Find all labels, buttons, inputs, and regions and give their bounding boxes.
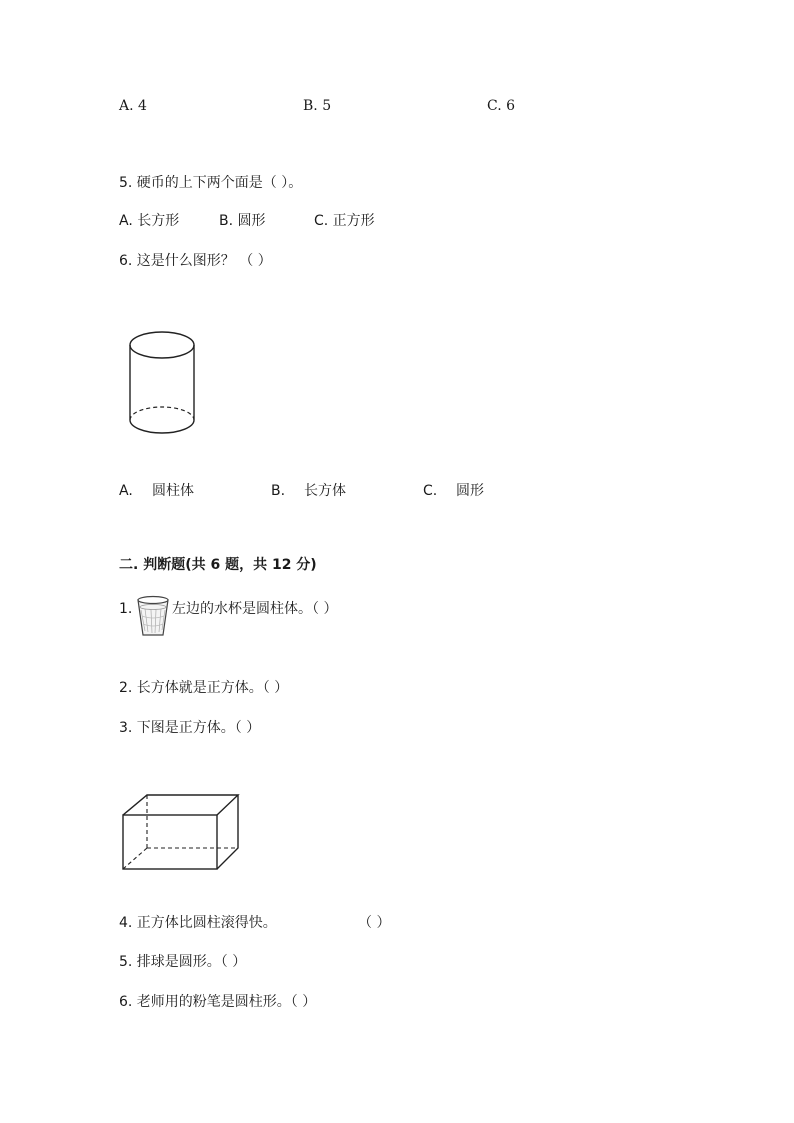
judge-item-5-text: 5. 排球是圆形。（ ） [119, 954, 247, 970]
q5-question-text: 5. 硬币的上下两个面是（ ）。 [119, 175, 303, 191]
q6-option-b-letter: B. [271, 483, 286, 499]
q5-option-b: B. 圆形 [219, 213, 266, 229]
judge-item-4-text: 4. 正方体比圆柱滚得快。 [119, 915, 277, 931]
cuboid-figure [120, 792, 244, 874]
cup-icon [135, 594, 171, 638]
judge-item-6-text: 6. 老师用的粉笔是圆柱形。（ ） [119, 994, 317, 1010]
q4-option-a: A. 4 [119, 98, 147, 114]
q6-option-b-text: 长方体 [304, 483, 346, 499]
q6-option-c-text: 圆形 [456, 483, 484, 499]
cylinder-figure [120, 318, 204, 444]
q5-option-c: C. 正方形 [314, 213, 375, 229]
q5-option-a: A. 长方形 [119, 213, 180, 229]
judge-item-4-blank: （ ） [358, 915, 391, 931]
q6-option-c-letter: C. [423, 483, 438, 499]
judge-item-1-number: 1. [119, 601, 133, 617]
judge-item-2-text: 2. 长方体就是正方体。（ ） [119, 680, 289, 696]
q4-option-b: B. 5 [303, 98, 332, 114]
judge-item-1-text: 左边的水杯是圆柱体。（ ） [172, 601, 338, 617]
q6-option-a-letter: A. [119, 483, 133, 499]
section-heading: 二. 判断题(共 6 题，共 12 分) [119, 557, 317, 573]
q6-question-text: 6. 这是什么图形？ （ ） [119, 253, 272, 269]
q4-option-c: C. 6 [487, 98, 516, 114]
judge-item-3-text: 3. 下图是正方体。（ ） [119, 720, 261, 736]
q6-option-a-text: 圆柱体 [152, 483, 194, 499]
